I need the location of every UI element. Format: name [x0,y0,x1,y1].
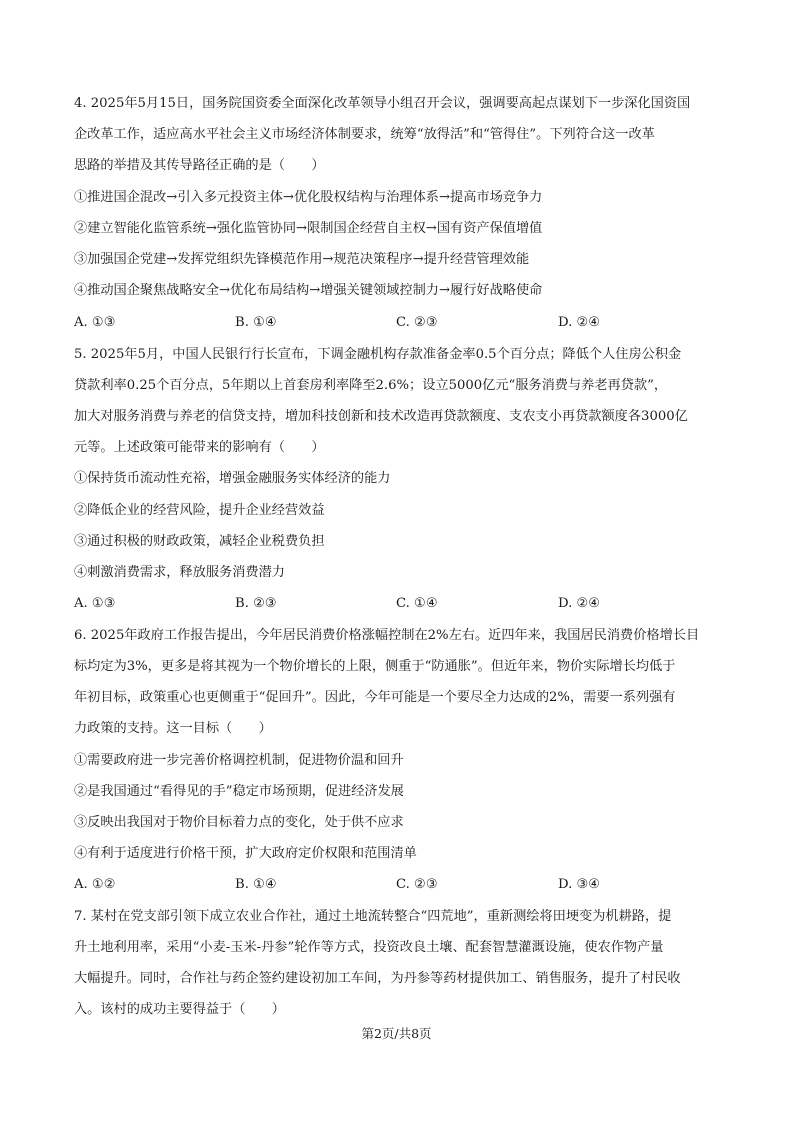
question-5-stem-line-4: 元等。上述政策可能带来的影响有（ ） [74,440,325,455]
question-4-option-d[interactable]: D. ②④ [558,315,601,330]
question-4-option-c[interactable]: C. ②③ [396,315,438,330]
page-number-footer: 第2页/共8页 [361,1026,432,1041]
question-5-item-1: ①保持货币流动性充裕，增强金融服务实体经济的能力 [74,471,391,486]
question-6-stem-line-3: 年初目标，政策重心也更侧重于“促回升”。因此，今年可能是一个要尽全力达成的2%，需要一系列强有 [74,690,676,705]
question-5-stem-line-1: 5. 2025年5月，中国人民银行行长宣布，下调金融机构存款准备金率0.5个百分点；降低个人住房公积金 [74,347,682,362]
question-4-stem-line-1: 4. 2025年5月15日，国务院国资委全面深化改革领导小组召开会议，强调要高起点谋划下一步深化国资国 [74,96,691,111]
question-7-stem-line-4: 入。该村的成功主要得益于（ ） [74,1002,285,1017]
question-5-option-a[interactable]: A. ①③ [74,596,116,611]
question-7-stem-line-3: 大幅提升。同时，合作社与药企签约建设初加工车间，为丹参等药材提供加工、销售服务，提升了村民收 [74,971,681,986]
question-4-option-b[interactable]: B. ①④ [235,315,277,330]
question-5-options [74,595,724,613]
question-5-item-3: ③通过积极的财政政策，减轻企业税费负担 [74,534,325,549]
question-5-item-2: ②降低企业的经营风险，提升企业经营效益 [74,503,325,518]
question-5-option-d[interactable]: D. ②④ [558,596,601,611]
question-6-item-1: ①需要政府进一步完善价格调控机制，促进物价温和回升 [74,753,404,768]
question-6-option-d[interactable]: D. ③④ [558,877,601,892]
question-7-stem-line-2: 升土地利用率，采用“小麦-玉米-丹参”轮作等方式，投资改良土壤、配套智慧灌溉设施，使农作物产量 [74,940,664,955]
question-5-item-4: ④刺激消费需求，释放服务消费潜力 [74,565,285,580]
question-6-item-2: ②是我国通过“看得见的手”稳定市场预期，促进经济发展 [74,784,404,799]
question-4-item-1: ①推进国企混改→引入多元投资主体→优化股权结构与治理体系→提高市场竞争力 [74,190,543,205]
question-4-options [74,314,724,332]
question-6-stem-line-2: 标均定为3%，更多是将其视为一个物价增长的上限，侧重于“防通胀”。但近年来，物价实际增长均低于 [74,659,676,674]
question-6-stem-line-1: 6. 2025年政府工作报告提出，今年居民消费价格涨幅控制在2%左右。近四年来，我国居民消费价格增长目 [74,628,700,643]
question-5-stem-line-3: 加大对服务消费与养老的信贷支持，增加科技创新和技术改造再贷款额度、支农支小再贷款额度各3000亿 [74,409,688,424]
question-6-option-a[interactable]: A. ①② [74,877,116,892]
question-5-stem-line-2: 贷款利率0.25个百分点，5年期以上首套房利率降至2.6%；设立5000亿元“服务消费与养老再贷款”， [74,378,668,393]
question-6-options [74,876,724,894]
question-6-item-3: ③反映出我国对于物价目标着力点的变化，处于供不应求 [74,815,404,830]
question-4-item-2: ②建立智能化监管系统→强化监管协同→限制国企经营自主权→国有资产保值增值 [74,221,543,236]
question-6-stem-line-4: 力政策的支持。这一目标（ ） [74,721,272,736]
question-6-option-b[interactable]: B. ①④ [235,877,277,892]
question-4-stem-line-2: 企改革工作，适应高水平社会主义市场经济体制要求，统筹“放得活”和“管得住”。下列符合这一改革 [74,127,655,142]
question-4-item-3: ③加强国企党建→发挥党组织先锋模范作用→规范决策程序→提升经营管理效能 [74,252,530,267]
question-6-option-c[interactable]: C. ②③ [396,877,438,892]
question-4-option-a[interactable]: A. ①③ [74,315,116,330]
question-6-item-4: ④有利于适度进行价格干预，扩大政府定价权限和范围清单 [74,846,417,861]
question-7-stem-line-1: 7. 某村在党支部引领下成立农业合作社，通过土地流转整合“四荒地”，重新测绘将田埂变为机耕路，提 [74,909,672,924]
question-5-option-c[interactable]: C. ①④ [396,596,438,611]
question-4-stem-line-3: 思路的举措及其传导路径正确的是（ ） [74,158,325,173]
question-4-item-4: ④推动国企聚焦战略安全→优化布局结构→增强关键领域控制力→履行好战略使命 [74,283,543,298]
question-5-option-b[interactable]: B. ②③ [235,596,277,611]
